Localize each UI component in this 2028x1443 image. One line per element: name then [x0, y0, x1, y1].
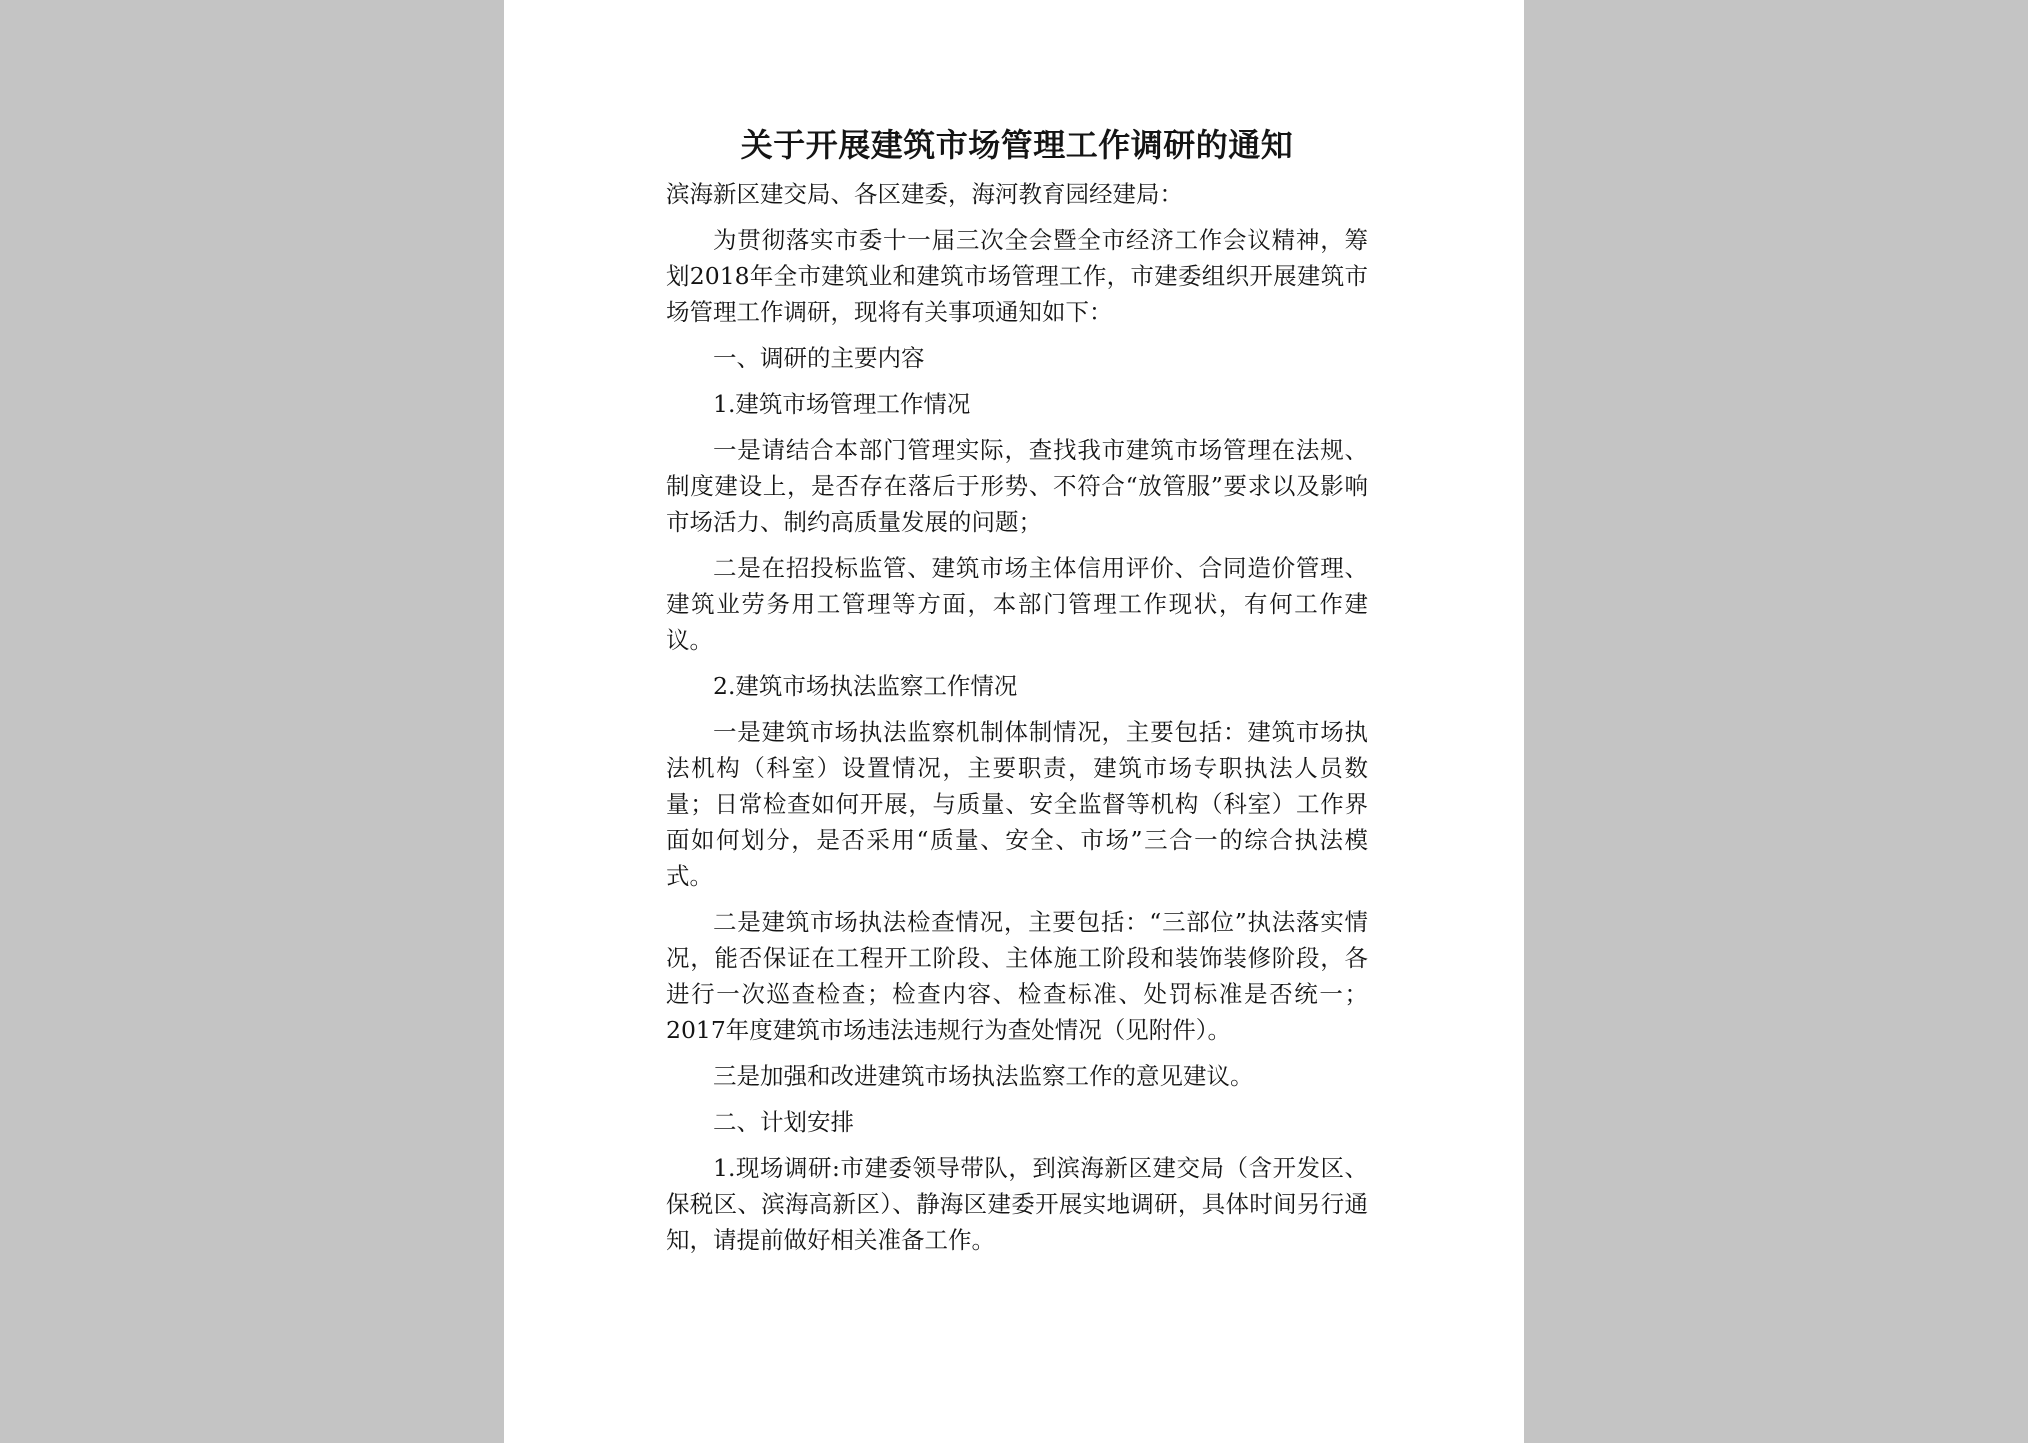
paragraph-management-status: 二是在招投标监管、建筑市场主体信用评价、合同造价管理、建筑业劳务用工管理等方面，本部门管理工作现状，有何工作建议。: [666, 554, 1368, 654]
document-title: 关于开展建筑市场管理工作调研的通知: [740, 126, 1294, 164]
addressee-line: 滨海新区建交局、各区建委，海河教育园经建局：: [666, 180, 1183, 208]
subsection-heading-law-enforcement: 2.建筑市场执法监察工作情况: [713, 672, 1018, 700]
section-heading-plan: 二、计划安排: [713, 1108, 854, 1136]
paragraph-regulation-issues: 一是请结合本部门管理实际，查找我市建筑市场管理在法规、制度建设上，是否存在落后于形势、不符合“放管服”要求以及影响市场活力、制约高质量发展的问题；: [666, 436, 1368, 536]
intro-paragraph: 为贯彻落实市委十一届三次全会暨全市经济工作会议精神，筹划2018年全市建筑业和建筑市场管理工作，市建委组织开展建筑市场管理工作调研，现将有关事项通知如下：: [666, 226, 1368, 326]
section-heading-research-content: 一、调研的主要内容: [713, 344, 925, 372]
document-body: [666, 122, 1368, 1268]
paragraph-improvement-suggestions: 三是加强和改进建筑市场执法监察工作的意见建议。: [713, 1062, 1254, 1090]
paragraph-enforcement-mechanism: 一是建筑市场执法监察机制体制情况，主要包括：建筑市场执法机构（科室）设置情况，主要职责，建筑市场专职执法人员数量；日常检查如何开展，与质量、安全监督等机构（科室）工作界面如何划分，是否采用“质量、安全、市场”三合一的综合执法模式。: [666, 718, 1368, 890]
paragraph-site-research: 1.现场调研:市建委领导带队，到滨海新区建交局（含开发区、保税区、滨海高新区）、静海区建委开展实地调研，具体时间另行通知，请提前做好相关准备工作。: [666, 1154, 1368, 1254]
subsection-heading-market-management: 1.建筑市场管理工作情况: [713, 390, 971, 418]
document-page: [504, 0, 1524, 1443]
paragraph-enforcement-inspection: 二是建筑市场执法检查情况，主要包括：“三部位”执法落实情况，能否保证在工程开工阶段、主体施工阶段和装饰装修阶段，各进行一次巡查检查；检查内容、检查标准、处罚标准是否统一；2017年度建筑市场违法违规行为查处情况（见附件）。: [666, 908, 1368, 1044]
